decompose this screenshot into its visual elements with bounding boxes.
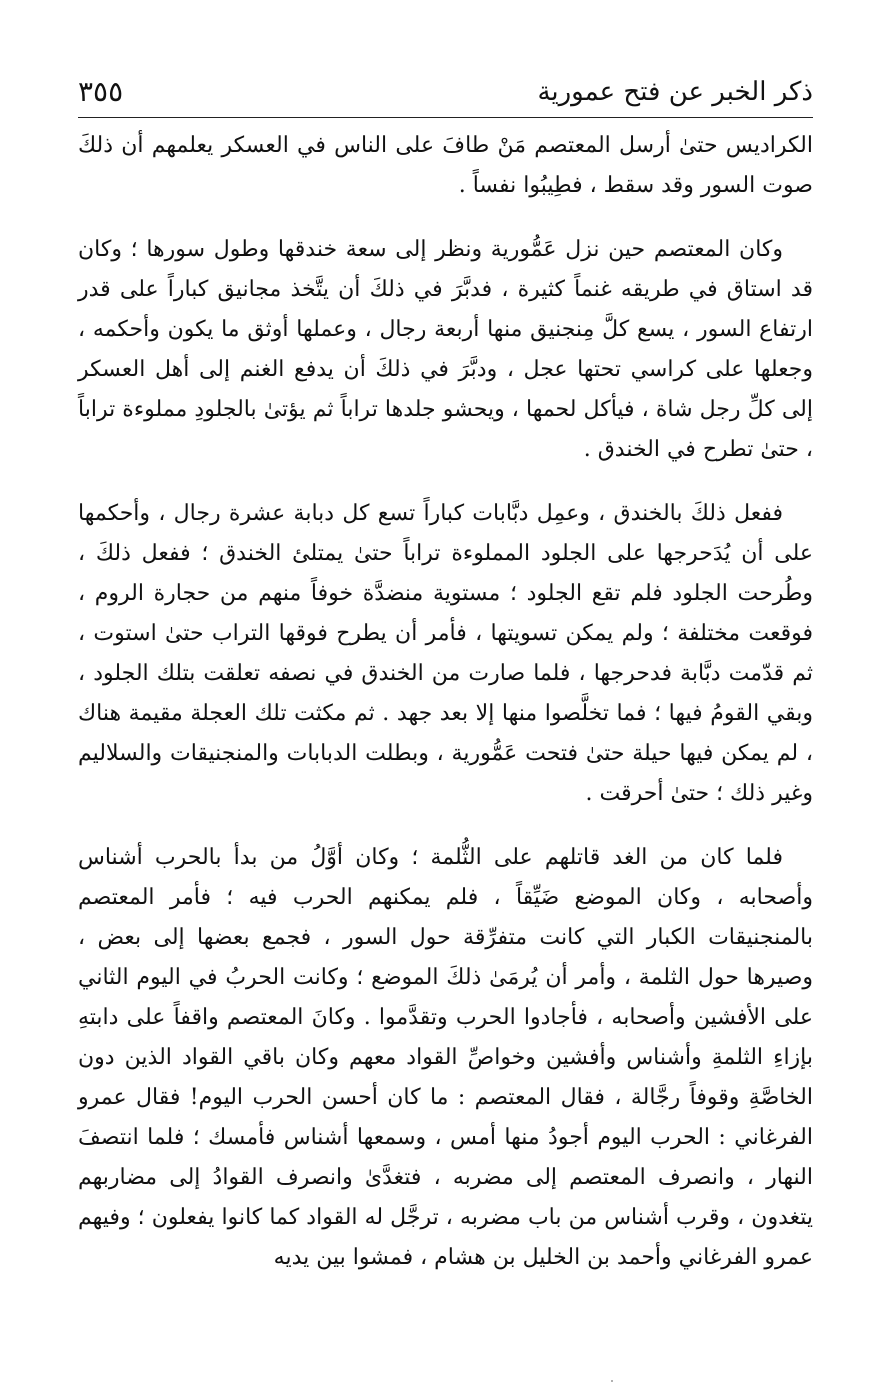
page-header (78, 72, 813, 116)
paragraph-1: الكراديس حتىٰ أرسل المعتصم مَنْ طافَ على الناس في العسكر يعلمهم أن ذلكَ صوت السور وقد سقط ، فطِيبُوا نفساً . (78, 133, 813, 198)
paragraph-3: ففعل ذلكَ بالخندق ، وعمِل دبَّابات كباراً تسع كل دبابة عشرة رجال ، وأحكمها على أن يُدَحرجها على الجلود المملوءة تراباً حتىٰ يمتلئ الخندق ؛ ففعل ذلكَ ، وطُرحت الجلود فلم تقع الجلود ؛ مستوية منضدَّة خوفاً منهم من حجارة الروم ، فوقعت مختلفة ؛ ولم يمكن تسويتها ، فأمر أن يطرح فوقها التراب حتىٰ استوت ، ثم قدّمت دبَّابة فدحرجها ، فلما صارت من الخندق في نصفه تعلقت بتلك الجلود ، وبقي القومُ فيها ؛ فما تخلَّصوا منها إلا بعد جهد . ثم مكثت تلك العجلة مقيمة هناك ، لم يمكن فيها حيلة حتىٰ فتحت عَمُّورية ، وبطلت الدبابات والمنجنيقات والسلاليم وغير ذلك ؛ حتىٰ أحرقت . (78, 501, 813, 806)
header-divider (78, 117, 813, 118)
body-text (78, 126, 813, 1278)
print-speck (611, 1380, 613, 1382)
running-title: ذكر الخبر عن فتح عمورية (537, 77, 813, 107)
page-number: ٣٥٥ (78, 75, 124, 108)
paragraph-4: فلما كان من الغد قاتلهم على الثُّلمة ؛ وكان أوَّلُ من بدأ بالحرب أشناس وأصحابه ، وكان الموضع ضَيِّقاً ، فلم يمكنهم الحرب فيه ؛ فأمر المعتصم بالمنجنيقات الكبار التي كانت متفرِّقة حول السور ، فجمع بعضها إلى بعض ، وصيرها حول الثلمة ، وأمر أن يُرمَىٰ ذلكَ الموضع ؛ وكانت الحربُ في اليوم الثاني على الأفشين وأصحابه ، فأجادوا الحرب وتقدَّموا . وكانَ المعتصم واقفاً على دابتهِ بإزاءِ الثلمةِ وأشناس وأفشين وخواصِّ القواد معهم وكان باقي القواد الذين دون الخاصَّةِ وقوفاً رجَّالة ، فقال المعتصم : ما كان أحسن الحرب اليوم! فقال عمرو الفرغاني : الحرب اليوم أجودُ منها أمس ، وسمعها أشناس فأمسك ؛ فلما انتصفَ النهار ، وانصرف المعتصم إلى مضربه ، فتغدَّىٰ وانصرف القوادُ إلى مضاربهم يتغدون ، وقرب أشناس من باب مضربه ، ترجَّل له القواد كما كانوا يفعلون ؛ وفيهم عمرو الفرغاني وأحمد بن الخليل بن هشام ، فمشوا بين يديه (78, 845, 813, 1270)
paragraph-2: وكان المعتصم حين نزل عَمُّورية ونظر إلى سعة خندقها وطول سورها ؛ وكان قد استاق في طريقه غنماً كثيرة ، فدبَّرَ في ذلكَ أن يتَّخذ مجانيق كباراً على قدر ارتفاع السور ، يسع كلَّ مِنجنيق منها أربعة رجال ، وعملها أوثق ما يكون وأحكمه ، وجعلها على كراسي تحتها عجل ، ودبَّرَ في ذلكَ أن يدفع الغنم إلى أهل العسكر إلى كلِّ رجل شاة ، فيأكل لحمها ، ويحشو جلدها تراباً ثم يؤتىٰ بالجلودِ مملوءة تراباً ، حتىٰ تطرح في الخندق . (78, 237, 813, 462)
